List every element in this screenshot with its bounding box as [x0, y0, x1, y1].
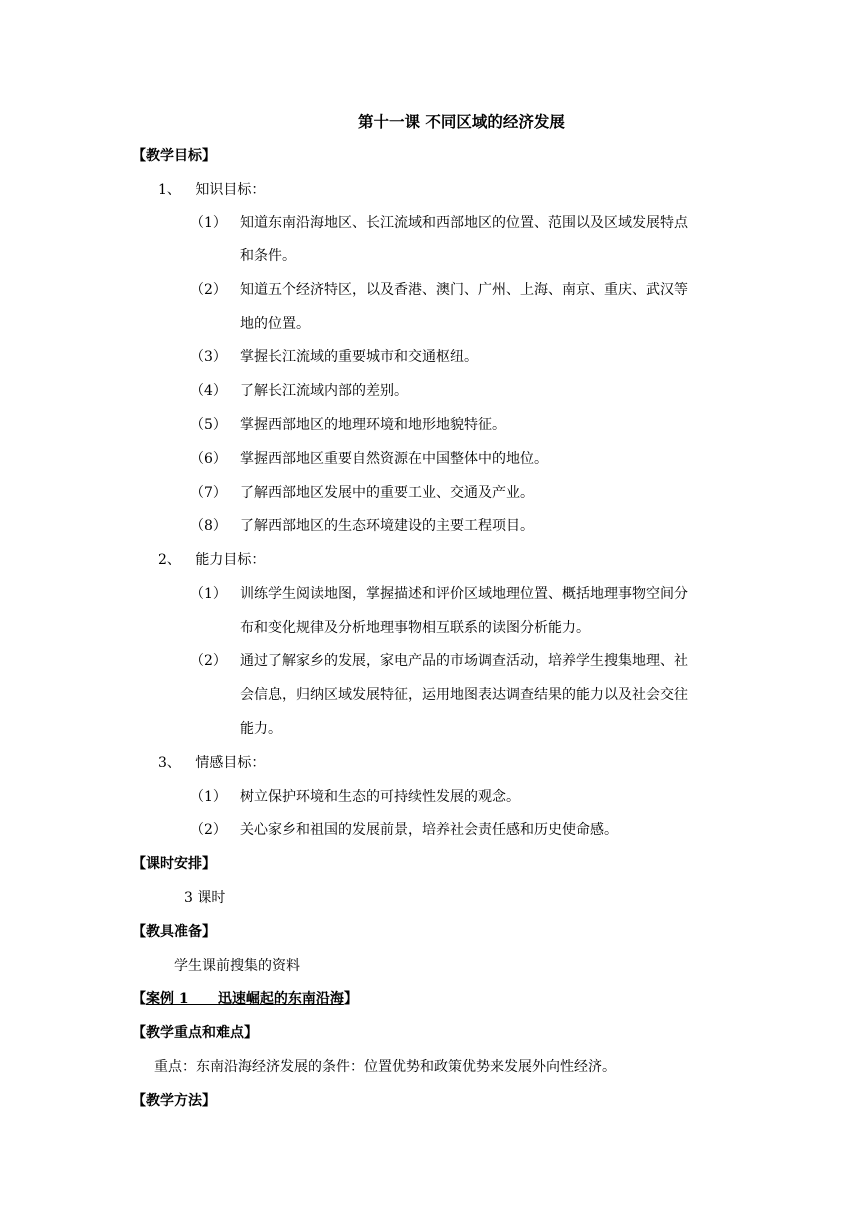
item-text: 知道东南沿海地区、长江流域和西部地区的位置、范围以及区域发展特点	[240, 215, 688, 231]
item-number: （2）	[190, 653, 227, 669]
item-text: 掌握长江流域的重要城市和交通枢纽。	[240, 349, 478, 365]
goal-ability	[158, 550, 265, 570]
item-number: （7）	[190, 485, 227, 501]
item-text-continued: 能力。	[240, 721, 282, 737]
item-text: 了解西部地区的生态环境建设的主要工程项目。	[240, 518, 534, 534]
item-text: 训练学生阅读地图，掌握描述和评价区域地理位置、概括地理事物空间分	[240, 586, 688, 602]
section-heading-class-hours: 【课时安排】	[132, 856, 216, 872]
item-text: 通过了解家乡的发展，家电产品的市场调查活动，培养学生搜集地理、社	[240, 653, 688, 669]
item-number: （1）	[190, 789, 227, 805]
item-number: （3）	[190, 349, 227, 365]
item-text: 掌握西部地区的地理环境和地形地貌特征。	[240, 417, 506, 433]
lesson-title: 第十一课 不同区域的经济发展	[358, 112, 565, 131]
item-text: 了解长江流域内部的差别。	[240, 383, 408, 399]
goal-label: 情感目标：	[195, 755, 266, 771]
case-bracket-close: 】	[343, 991, 358, 1007]
goal-label: 知识目标：	[195, 182, 266, 198]
key-points-text: 重点：东南沿海经济发展的条件：位置优势和政策优势来发展外向性经济。	[154, 1059, 616, 1075]
item-number: （4）	[190, 383, 227, 399]
case-heading	[132, 989, 358, 1009]
item-number: （1）	[190, 215, 227, 231]
goal-label: 能力目标：	[195, 552, 266, 568]
section-heading-teaching-goals: 【教学目标】	[132, 148, 216, 164]
goal-knowledge	[158, 180, 265, 200]
item-number: （8）	[190, 518, 227, 534]
item-text: 了解西部地区发展中的重要工业、交通及产业。	[240, 485, 534, 501]
item-text: 树立保护环境和生态的可持续性发展的观念。	[240, 789, 520, 805]
item-number: （6）	[190, 451, 227, 467]
case-title: 案例 1 迅速崛起的东南沿海	[146, 991, 344, 1007]
item-number: （1）	[190, 586, 227, 602]
class-hours-value: 3 课时	[184, 890, 226, 906]
item-text: 关心家乡和祖国的发展前景，培养社会责任感和历史使命感。	[240, 822, 618, 838]
goal-number: 2、	[158, 552, 181, 568]
section-heading-key-points: 【教学重点和难点】	[132, 1025, 258, 1041]
goal-number: 1、	[158, 182, 181, 198]
section-heading-teaching-method: 【教学方法】	[132, 1093, 216, 1109]
item-number: （2）	[190, 282, 227, 298]
item-text-continued: 和条件。	[240, 248, 296, 264]
goal-number: 3、	[158, 755, 181, 771]
goal-emotion	[158, 753, 265, 773]
item-number: （2）	[190, 822, 227, 838]
item-number: （5）	[190, 417, 227, 433]
item-text-continued: 布和变化规律及分析地理事物相互联系的读图分析能力。	[240, 620, 590, 636]
case-bracket-open: 【	[132, 991, 146, 1007]
item-text-continued: 地的位置。	[240, 316, 310, 332]
section-heading-teaching-aids: 【教具准备】	[132, 924, 216, 940]
item-text-continued: 会信息，归纳区域发展特征，运用地图表达调查结果的能力以及社会交往	[240, 687, 688, 703]
teaching-aids-text: 学生课前搜集的资料	[174, 958, 300, 974]
item-text: 知道五个经济特区，以及香港、澳门、广州、上海、南京、重庆、武汉等	[240, 282, 688, 298]
item-text: 掌握西部地区重要自然资源在中国整体中的地位。	[240, 451, 548, 467]
